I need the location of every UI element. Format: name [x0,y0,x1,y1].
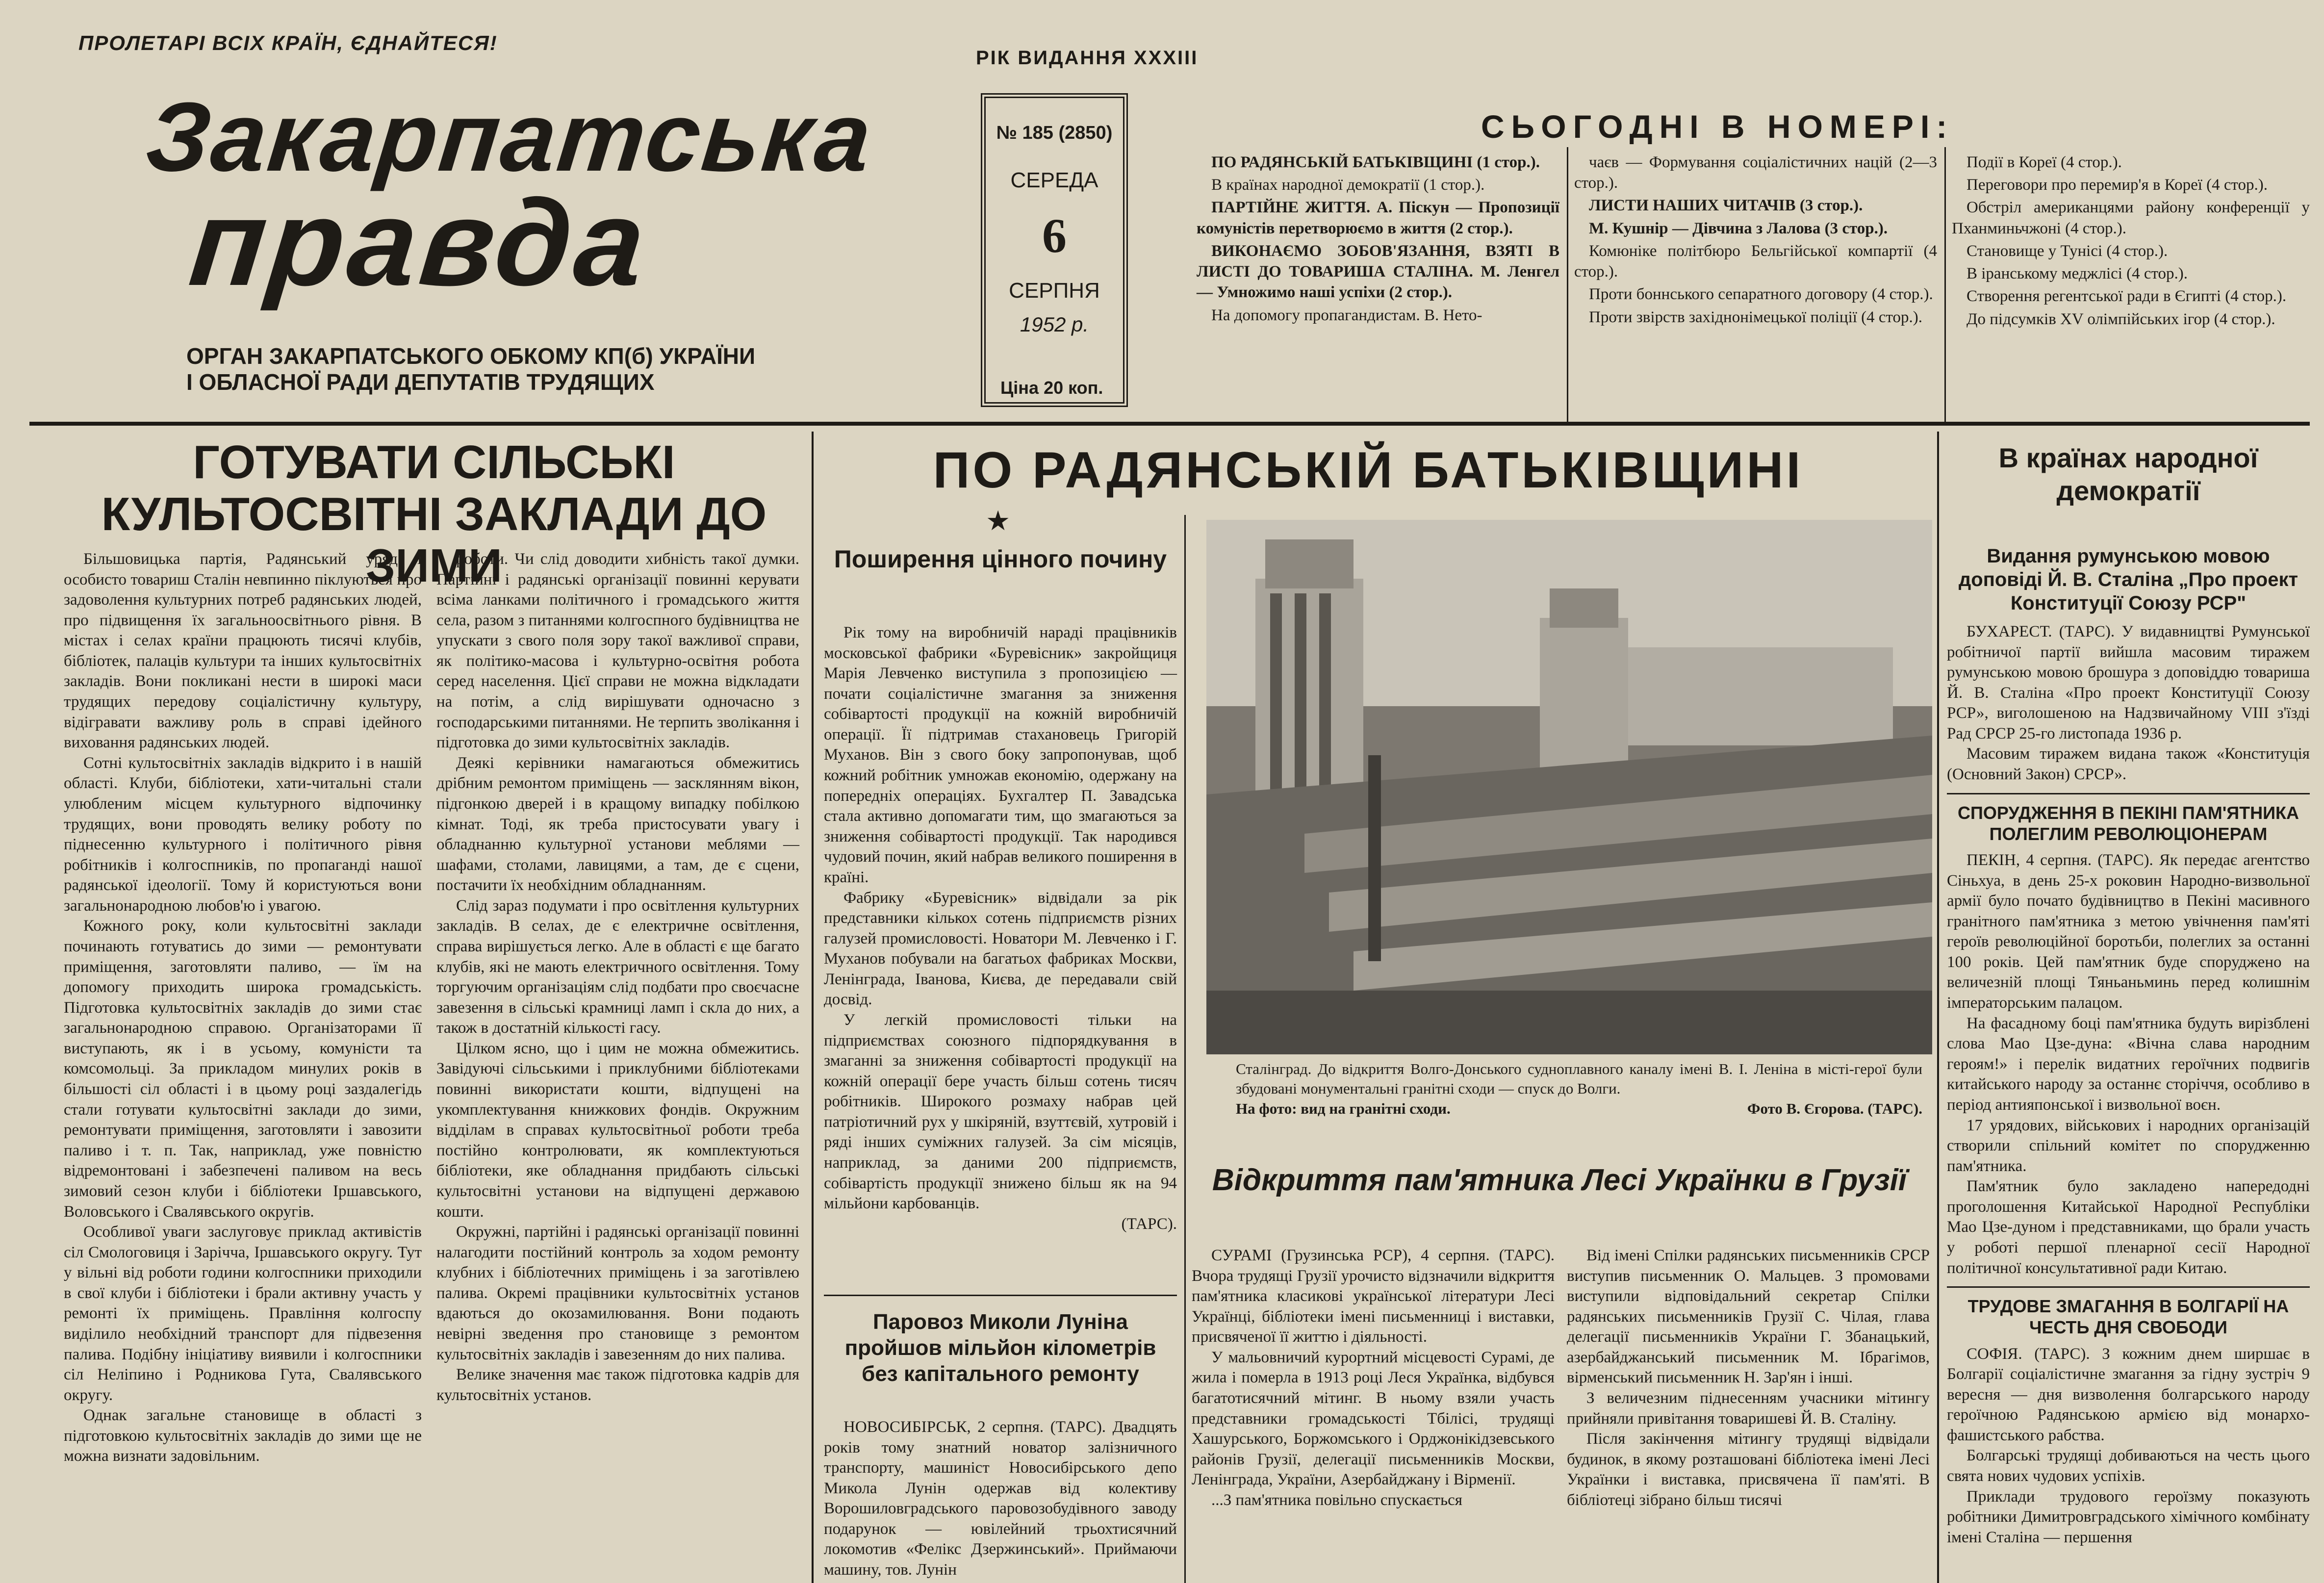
paragraph: 17 урядових, військових і народних організацій створили спільний комітет по спорудженню пам'ятника. [1947,1116,2310,1175]
paragraph: роботи. Чи слід доводити хибність такої думки. Партійні і радянські організації повинні керувати всіма ланками політичного і громадського життя села, разом з питаннями колгоспного будівництва не упускати з свого поля зору такої важливої справи, як політико-масова і культурно-освітня робота серед населення. Цієї справи не можна відкладати на потім, а слід вирішувати одночасно з господарськими питаннями. Не терпить зволікання і підготовка до зими культосвітніх закладів. [436,550,799,752]
paragraph: Від імені Спілки радянських письменників СРСР виступив письменник О. Мальцев. З промовами виступили відповідальний секретар Спілки радянських письменників Грузії С. Чілая, глава делегації письменників України Г. Збанацький, азербайджанський письменник М. Ібрагімов, вірменський письменник Н. Зар'ян і інші. [1567,1247,1930,1387]
paragraph: Слід зараз подумати і про освітлення культурних закладів. В селах, де є електричне освітлення, справа вирішується легко. Але в області є ще багато клубів, які не мають електричного освітлення. Тому торгуючим організаціям слід подбати про своєчасне завезення в сільські крамниці ламп і скла до них, а також в достатній кількості гасу. [436,896,799,1037]
contents-col1 [1197,152,1559,328]
paragraph: СОФІЯ. (ТАРС). З кожним днем ширшає в Болгарії соціалістичне змагання за гідну зустріч 9 вересня — дня визволення болгарського народу героїчною Радянською армією від монархо-фашистського рабства. [1947,1345,2310,1444]
section-title-democracies: В країнах народної демократії [1998,442,2258,507]
masthead-title-line2: правда [184,174,655,311]
contents-item: чаєв — Формування соціалістичних націй (2—3 стор.). [1574,153,1937,192]
paragraph: З величезним піднесенням учасники мітингу прийняли привітання товаришеві Й. В. Сталіну. [1567,1389,1930,1428]
paragraph: Особливої уваги заслуговує приклад активістів сіл Смологовиця і Зарічча, Іршавського округу. Тут у вільні від роботи години колгоспники приходили в свої клуби і бібліотеки і брали активну участь у ремонті їх приміщень. Правління колгоспу виділило необхідний транспорт для підвезення палива. Подібну ініціативу виявили і колгоспники сіл Неліпино і Родникова Гута, Свалявського округу. [64,1223,422,1404]
column-divider [1184,515,1186,1583]
article-title-romania: Видання румунською мовою доповіді Й. В. Сталіна „Про проект Конституції Союзу РСР" [1958,545,2298,614]
paragraph: Болгарські трудящі добиваються на честь цього свята нових чудових успіхів. [1947,1447,2310,1485]
contents-item: Становище у Тунісі (4 стор.). [1966,242,2168,260]
paragraph: Цілком ясно, що і цим не можна обмежитись. Завідуючі сільськими і приклубними бібліотеками повинні використати кошти, відпущені на укомплектування книжкових фондів. Окружним відділам в справах культосвітньої роботи треба постійно контролювати, як комплектуються бібліотеки, яке обладнання придбають сільські культосвітні установи на відпущені державою кошти. [436,1039,799,1221]
contents-divider [1567,147,1568,422]
article-bulgaria-body [1947,1344,2310,1548]
editorial-col1 [64,549,422,1467]
photo-stalingrad-stairs [1206,520,1932,1054]
photo-caption [1236,1059,1922,1119]
issue-number: № 185 (2850) [996,123,1113,143]
contents-item: В іранському меджлісі (4 стор.). [1966,265,2188,283]
article-title-lesia: Відкриття пам'ятника Лесі Українки в Грузії [1212,1163,1907,1197]
organ-line2: І ОБЛАСНОЇ РАДИ ДЕПУТАТІВ ТРУДЯЩИХ [186,369,655,395]
paragraph: ...З пам'ятника повільно спускається [1211,1491,1462,1509]
contents-heading: СЬОГОДНІ В НОМЕРІ: [1481,108,1954,145]
contents-divider [1944,147,1946,422]
organ-line1: ОРГАН ЗАКАРПАТСЬКОГО ОБКОМУ КП(б) УКРАЇНИ [186,343,756,369]
caption-text: Сталінград. До відкриття Волго-Донського судноплавного каналу імені В. І. Леніна в місті-герої були збудовані монументальні гранітні сходи — спуск до Волги. [1236,1060,1922,1098]
paragraph: Велике значення має також підготовка кадрів для культосвітніх установ. [436,1366,799,1404]
paragraph: ПЕКІН, 4 серпня. (ТАРС). Як передає агентство Сіньхуа, в день 25-х роковин Народно-визвольної армії було почато будівництво в Пекіні масивного гранітного пам'ятника з метою увічнення пам'яті героїв революційної боротьби, полеглих за останні 100 років. Цей пам'ятник буде споруджено на величезній площі Тяньаньминь перед колишнім імператорським палацом. [1947,851,2310,1012]
slogan: ПРОЛЕТАРІ ВСІХ КРАЇН, ЄДНАЙТЕСЯ! [78,31,498,54]
month: СЕРПНЯ [1009,279,1100,303]
lesia-col2 [1567,1246,1930,1511]
paragraph: Фабрику «Буревісник» відвідали за рік представники кількох сотень підприємств різних галузей промисловості. Новатори М. Левченко і Г. Муханов побували на багатьох фабриках Москви, Ленінграда, Іванова, Києва, де передавали свій досвід. [824,889,1177,1009]
article-title-locomotive: Паровоз Миколи Луніна пройшов мільйон кілометрів без капітального ремонту [844,1310,1156,1386]
paragraph: Більшовицька партія, Радянський уряд і особисто товариш Сталін невпинно піклуються про задоволення культурних потреб радянських людей, про підвищення їх загальноосвітнього рівня. В містах і селах країни працюють тисячі клубів, бібліотек, палаців культури та інших культосвітніх закладів. Вони покликані нести в широкі маси трудящих передову соціалістичну культуру, відігравати важливу роль в справі ідейного виховання радянських людей. [64,550,422,752]
contents-item: ПО РАДЯНСЬКІЙ БАТЬКІВЩИНІ (1 стор.). [1211,153,1540,171]
editorial-col2 [436,549,799,1405]
paragraph: Деякі керівники намагаються обмежитись дрібним ремонтом приміщень — засклянням вікон, підгонкою дверей і в кращому випадку побілкою кімнат. Тоді, як треба пристосувати увагу і обладнанню культурної установи меблями — шафами, столами, лавицями, а там, де є сцени, постачити їх необхідним обладнанням. [436,754,799,894]
price: Ціна 20 коп. [1000,378,1103,398]
contents-item: Проти звірств західнонімецької поліції (4 стор.). [1589,308,1923,326]
caption-label: На фото: вид на гранітні сходи. [1236,1099,1451,1117]
paragraph: Масовим тиражем видана також «Конституція (Основний Закон) СРСР». [1947,745,2310,784]
paragraph: Рік тому на виробничій нараді працівників московської фабрики «Буревісник» закройщиця Марія Левченко виступила з пропозицією — почати соціалістичне змагання за зниження собівартості продукції на кожній виробничій операції. Її підтримав стахановець Григорій Муханов. Він з свого боку запропонував, щоб кожний робітник умножав економію, одержану на попередніх операціях. Бухгалтер П. Завадська стала активно допомагати тим, що змагаються за зниження собівартості продукції. Так народився чудовий почин, який набрав великого поширення в країні. [824,624,1177,886]
contents-item: Переговори про перемир'я в Кореї (4 стор.). [1966,176,2268,194]
contents-col3 [1952,152,2310,332]
contents-item: Події в Кореї (4 стор.). [1966,153,2122,171]
paragraph: Кожного року, коли культосвітні заклади починають готуватись до зими — ремонтувати приміщення, заготовляти паливо, — їм на допомогу приходить широка громадськість. Підготовка культосвітніх закладів до зими стає загальнонародною справою. Організаторами її виступають, як і в усьому, комуністи та комсомольці. За прикладом минулих років в більшості сіл області і в цьому році заздалегідь стали готувати культосвітні заклади до зими, ремонтувати приміщення, заготовляти і завозити паливо і т. п. Так, наприклад, уже повністю відремонтовані і забезпечені паливом на весь зимовий сезон клуби і бібліотеки Іршавського, Воловського і Свалявського округів. [64,917,422,1221]
contents-item: На допомогу пропагандистам. В. Нето- [1211,306,1482,324]
section-title-homeland: ПО РАДЯНСЬКІЙ БАТЬКІВЩИНІ [933,442,1804,499]
source-tag: (ТАРС). [1121,1215,1177,1233]
article-title-bulgaria: ТРУДОВЕ ЗМАГАННЯ В БОЛГАРІЇ НА ЧЕСТЬ ДНЯ СВОБОДИ [1967,1296,2289,1338]
contents-item: В країнах народної демократії (1 стор.). [1211,176,1485,194]
article-romania-body [1947,622,2310,785]
paragraph: У мальовничий курортний місцевості Сурамі, де жила і померла в 1913 році Леся Українка, відбувся багатотисячний мітинг. В ньому взяли участь представники громадськості Тбілісі, трудящі Хашурського, Боржомського і Орджонікідзевського районів Грузії, делегації письменників Москви, Ленінграда, України, Азербайджану і Вірменії. [1192,1348,1555,1489]
article-title-initiative: Поширення цінного почину [834,545,1167,573]
article-initiative-body [824,623,1177,1234]
contents-item: ВИКОНАЄМО ЗОБОВ'ЯЗАННЯ, ВЗЯТІ В ЛИСТІ ДО ТОВАРИША СТАЛІНА. М. Ленгел — Умножимо наші успіхи (2 стор.). [1197,242,1559,302]
article-separator [1947,793,2310,794]
paragraph: Окружні, партійні і радянські організації повинні налагодити постійний контроль за ходом ремонту клубних і бібліотечних приміщень і за заготівлею палива. Окремі працівники культосвітніх установ вдаються до окозамилювання. Вони подають невірні зведення про становище з ремонтом культосвітніх закладів і завезенням до них палива. [436,1223,799,1363]
lesia-col1 [1192,1246,1555,1511]
contents-item: ЛИСТИ НАШИХ ЧИТАЧІВ (3 стор.). [1589,197,1863,215]
column-divider [812,432,814,1583]
paragraph: Приклади трудового героїзму показують робітники Димитровградського хімічного комбінату імені Сталіна — першення [1947,1487,2310,1546]
article-peking-body [1947,850,2310,1278]
contents-item: ПАРТІЙНЕ ЖИТТЯ. А. Піскун — Пропозиції комуністів перетворюємо в життя (2 стор.). [1197,199,1559,237]
contents-item: Проти боннського сепаратного договору (4 стор.). [1589,285,1933,304]
contents-item: Обстріл американцями району конференції у Пханминьчжоні (4 стор.). [1952,199,2310,237]
contents-item: До підсумків XV олімпійських ігор (4 стор.). [1966,310,2275,328]
article-title-peking: СПОРУДЖЕННЯ В ПЕКІНІ ПАМ'ЯТНИКА ПОЛЕГЛИМ РЕВОЛЮЦІОНЕРАМ [1957,802,2299,844]
issue-box [981,93,1128,407]
photo-credit: Фото В. Єгорова. (ТАРС). [1747,1099,1922,1117]
contents-item: Створення регентської ради в Єгипті (4 стор.). [1966,287,2287,306]
article-separator [824,1295,1177,1296]
star-icon: ★ [986,506,1011,536]
article-separator [1947,1286,2310,1288]
year: 1952 р. [1020,313,1089,336]
paragraph: Пам'ятник було закладено напередодні проголошення Китайської Народної Республіки Мао Цзе-дуном і представниками, що брали участь у роботі першої пленарної сесії Народної політичної консультативної ради Китаю. [1947,1177,2310,1277]
editorial-title: ГОТУВАТИ СІЛЬСЬКІ КУЛЬТОСВІТНІ ЗАКЛАДИ ДО ЗИМИ [101,436,767,592]
masthead-title-line1: Закарпатська [141,82,878,192]
column-divider [1937,432,1939,1583]
header-rule [29,422,2310,426]
article-locomotive-body [824,1417,1177,1581]
paragraph: СУРАМІ (Грузинська РСР), 4 серпня. (ТАРС). Вчора трудящі Грузії урочисто відзначили відкриття пам'ятника класикові української літератури Лесі Українці, бібліотеки імені письменниці і виставки, присвяченої її життю і діяльності. [1192,1247,1555,1346]
paragraph: Сотні культосвітніх закладів відкрито і в нашій області. Клуби, бібліотеки, хати-читальні стали улюбленим місцем культурного відпочинку трудящих, вони проводять велику роботу по піднесенню культурного і політичного рівня робітників і колгоспників, по пропаганді нашої радянської ідеології. Тому й користуються вони загальнонародною любов'ю і увагою. [64,754,422,915]
masthead-organ [186,343,755,395]
paragraph: У легкій промисловості тільки на підприємствах союзного підпорядкування в змаганні за зниження собівартості продукції на кожній операції бере участь більш сотень тисяч робітників. Широкого розмаху набрав цей патріотичний рух у шкіряній, взуттєвій, хутровій і ряді інших суміжних галузей. За сім місяців, наприклад, за даними 200 підприємств, собівартість продукції знижено більш як на 94 мільйони карбованців. [824,1011,1177,1213]
photo-illustration [1206,520,1932,1054]
contents-item: М. Кушнір — Дівчина з Лалова (3 стор.). [1589,219,1888,237]
democracies-column [1947,544,2310,1583]
day-number: 6 [1042,208,1067,263]
contents-col2 [1574,152,1937,330]
caption-credits [1236,1099,1922,1119]
paragraph: БУХАРЕСТ. (ТАРС). У видавництві Румунської робітничої партії вийшла масовим тиражем румунською мовою брошура з доповіддю товариша Й. В. Сталіна «Про проект Конституції Союзу РСР», виголошеною на Надзвичайному VIII з'їзді Рад СРСР 25-го листопада 1936 р. [1947,623,2310,742]
paragraph: На фасадному боці пам'ятника будуть вирізблені слова Мао Цзе-дуна: «Вічна слава народним героям!» і перелік видатних героїчних подвигів китайського народу за останнє сторіччя, особливо в період антияпонської і визвольної воєн. [1947,1014,2310,1114]
paragraph: Після закінчення мітингу трудящі відвідали будинок, в якому розташовані бібліотека імені Лесі Українки і виставка, присвячена її пам'яті. В бібліотеці зібрано більш тисячі [1567,1430,1930,1509]
weekday: СЕРЕДА [1010,168,1098,192]
paragraph: НОВОСИБІРСЬК, 2 серпня. (ТАРС). Двадцять років тому знатний новатор залізничного транспорту, машиніст Новосибірського депо Микола Лунін одержав від колективу Ворошиловградського паровозобудівного заводу подарунок — ювілейний трьохтисячний локомотив «Фелікс Дзержинський». Приймаючи машину, тов. Лунін [824,1418,1177,1579]
paragraph: Однак загальне становище в області з підготовкою культосвітніх закладів до зими ще не можна визнати задовільним. [64,1406,422,1465]
contents-item: Комюніке політбюро Бельгійської компартії (4 стор.). [1574,242,1937,281]
year-of-publication: РІК ВИДАННЯ XXXIII [976,47,1199,69]
